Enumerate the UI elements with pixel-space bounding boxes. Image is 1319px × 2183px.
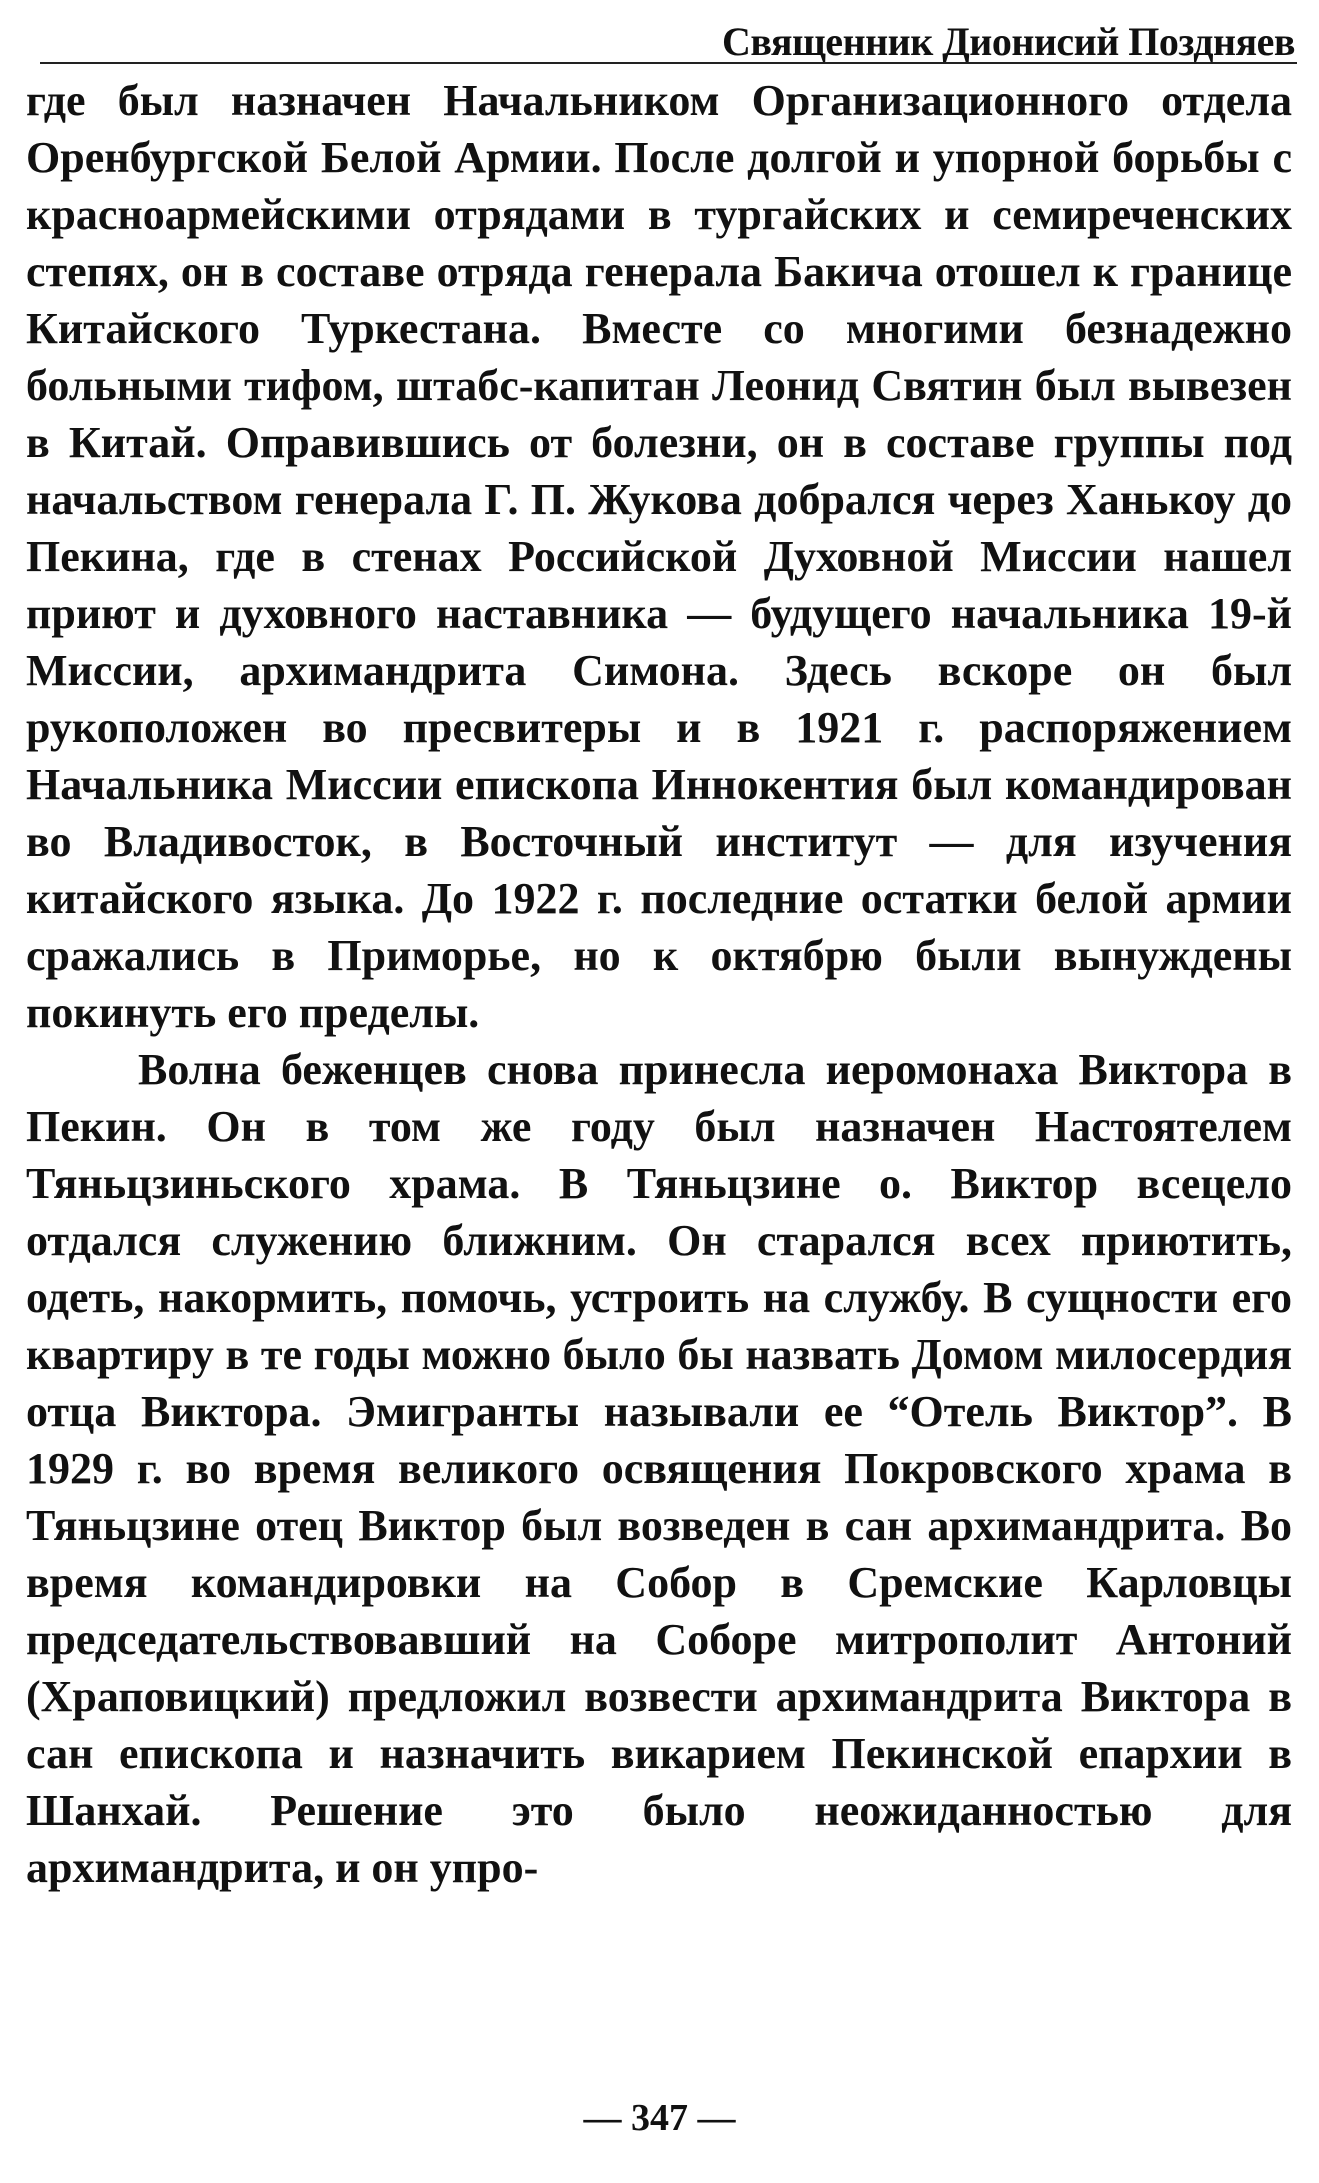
page-number: — 347 — xyxy=(583,2097,736,2139)
running-head: Священник Дионисий Поздняев xyxy=(721,19,1295,64)
paragraph-2: Волна беженцев снова принесла иеромонаха Виктора в Пекин. Он в том же году был назначен Настоятелем Тяньцзиньского храма. В Тяньцзине о. Виктор всецело отдался служению ближним. Он старался всех приютить, одеть, накормить, помочь, устроить на службу. В сущности его квартиру в те годы можно было бы назвать Домом милосердия отца Виктора. Эмигранты называли ее “Отель Виктор”. В 1929 г. во время великого освящения Покровского храма в Тяньцзине отец Виктор был возведен в сан архимандрита. Во время командировки на Собор в Сремские Карловцы председательствовавший на Соборе митрополит Антоний (Храповицкий) предложил возвести архимандрита Виктора в сан епископа и назначить викарием Пекинской епархии в Шанхай. Решение это было неожиданностью для архимандрита, и он упро- xyxy=(26,1045,1292,1892)
header-rule xyxy=(40,62,1297,64)
paragraph-1: где был назначен Начальником Организационного отдела Оренбургской Белой Армии. После долгой и упорной борьбы с красноармейскими отрядами в тургайских и семиреченских степях, он в составе отряда генерала Бакича отошел к границе Китайского Туркестана. Вместе со многими безнадежно больными тифом, штабс-капитан Леонид Святин был вывезен в Китай. Оправившись от болезни, он в составе группы под начальством генерала Г. П. Жукова добрался через Ханькоу до Пекина, где в стенах Российской Духовной Миссии нашел приют и духовного наставника — будущего начальника 19-й Миссии, архимандрита Симона. Здесь вскоре он был рукоположен во пресвитеры и в 1921 г. распоряжением Начальника Миссии епископа Иннокентия был командирован во Владивосток, в Восточный институт — для изучения китайского языка. До 1922 г. последние остатки белой армии сражались в Приморье, но к октябрю были вынуждены покинуть его пределы. xyxy=(26,76,1292,1037)
body-text xyxy=(26,72,1292,1896)
